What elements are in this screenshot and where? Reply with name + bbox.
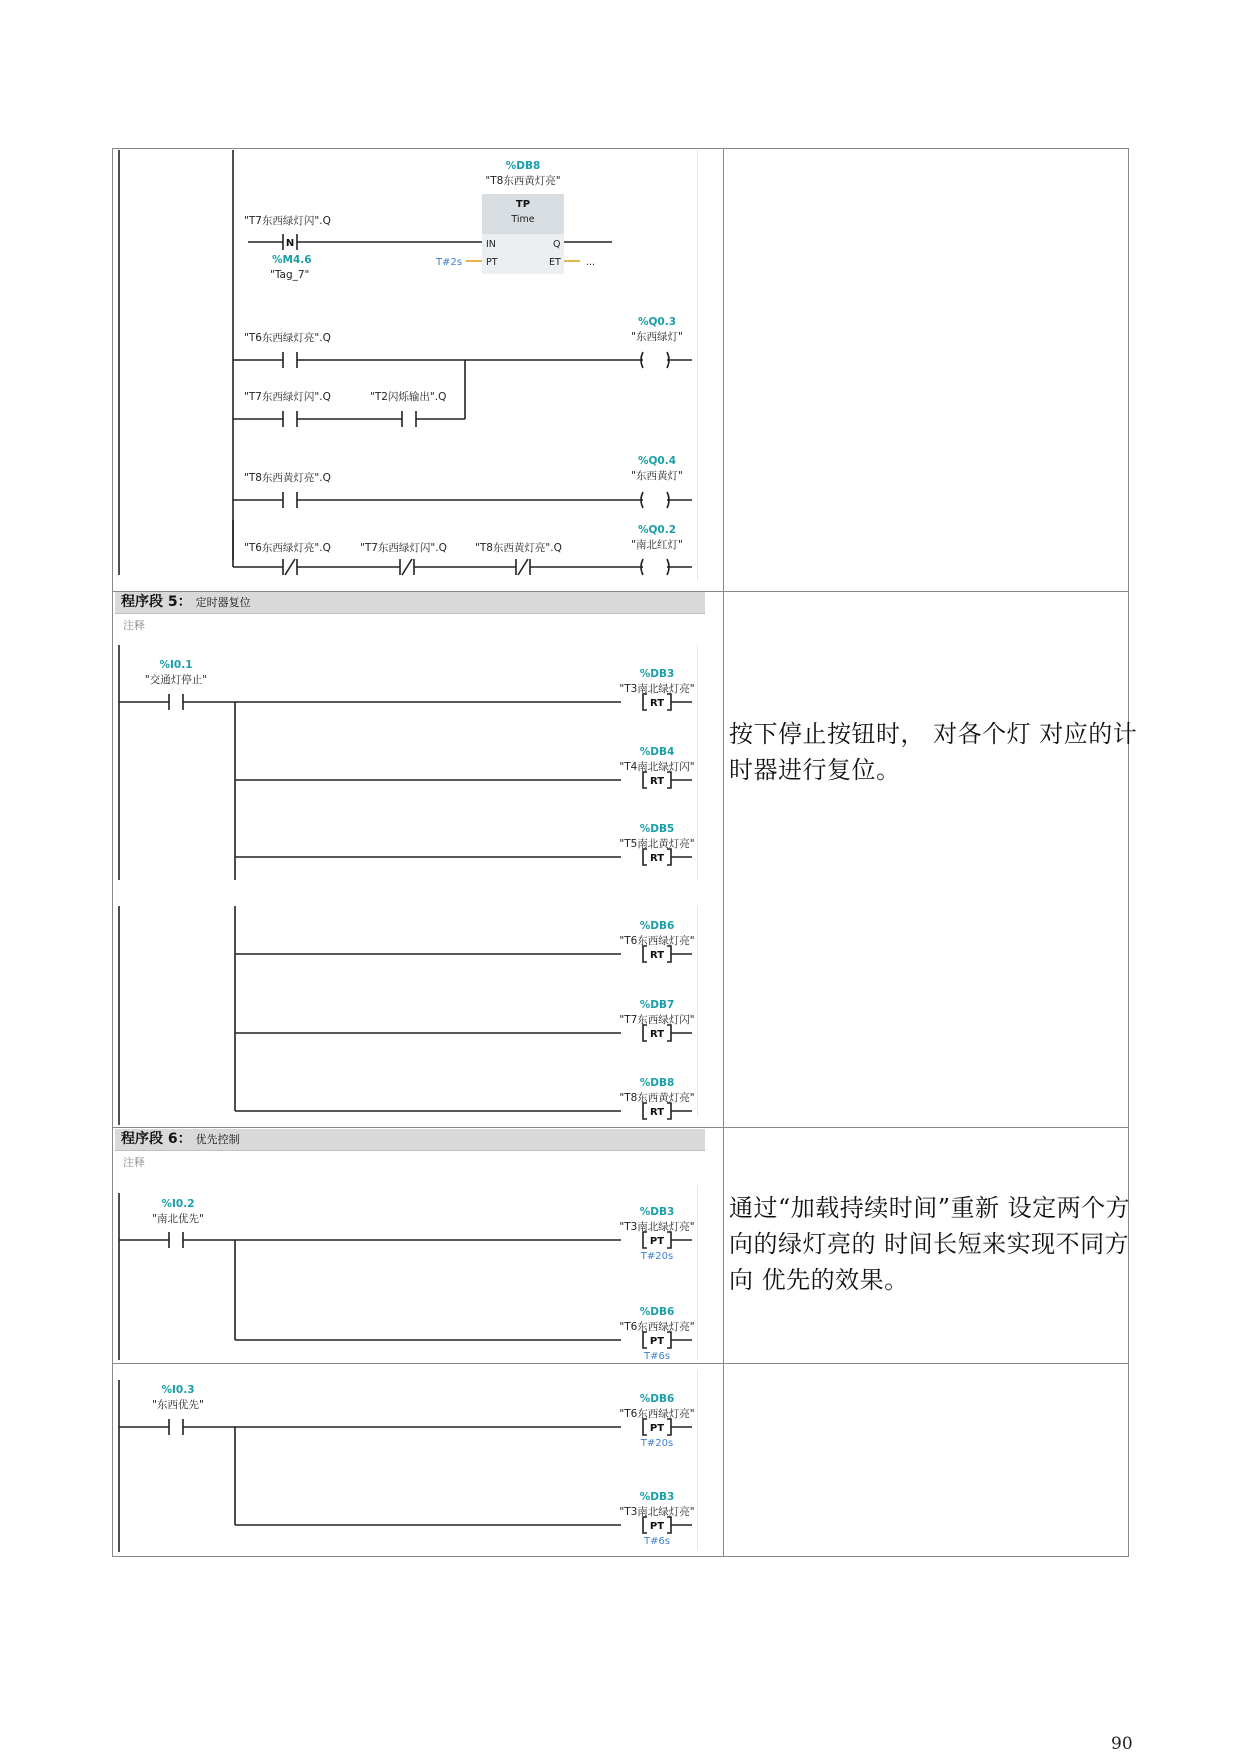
seg5-output-address-3: %DB6 [639, 920, 675, 932]
timer-name: "T8东西黄灯亮" [485, 175, 561, 187]
rung2-output-address: %Q0.3 [637, 316, 677, 328]
seg6-rung1-output-coil-label-1: PT [649, 1336, 665, 1347]
seg6-rung2-output-name-1: "T3南北绿灯亮" [619, 1506, 695, 1518]
seg6-rung2-output-coil-label-1: PT [649, 1521, 665, 1532]
page-number: 90 [1111, 1734, 1133, 1754]
seg5-input-address: %I0.1 [159, 659, 193, 671]
timer-address: %DB8 [505, 160, 541, 172]
seg5-output-name-2: "T5南北黄灯亮" [619, 838, 695, 850]
seg6-rung2-input-name: "东西优先" [152, 1399, 204, 1411]
seg5-output-name-1: "T4南北绿灯闪" [619, 761, 695, 773]
timer-pt-value: T#2s [436, 257, 463, 268]
seg6-rung1-input-address: %I0.2 [161, 1198, 195, 1210]
timer-pin-in: IN [486, 239, 496, 250]
seg6-rung2-output-value-0: T#20s [640, 1438, 674, 1449]
rung4-output-address: %Q0.2 [637, 524, 677, 536]
seg5-output-address-0: %DB3 [639, 668, 675, 680]
edge-tag: "Tag_7" [270, 269, 310, 281]
segment-6-coils [619, 1206, 694, 1547]
rung4-input1-label: "T6东西绿灯亮".Q [244, 542, 331, 554]
seg5-output-coil-label-5: RT [649, 1107, 665, 1118]
rung4-output-name: "南北红灯" [631, 539, 683, 551]
timer-et-value: ... [586, 257, 596, 268]
rung2-output-name: "东西绿灯" [631, 331, 683, 343]
rung1-input-label: "T7东西绿灯闪".Q [244, 215, 331, 227]
segment-6-label: 程序段 6： [121, 1131, 192, 1147]
rung4-input2-label: "T7东西绿灯闪".Q [360, 542, 447, 554]
seg5-output-coil-label-1: RT [649, 776, 665, 787]
segment-5-title: 定时器复位 [195, 596, 251, 609]
seg5-output-name-3: "T6东西绿灯亮" [619, 935, 695, 947]
seg6-rung1-output-value-0: T#20s [640, 1251, 674, 1262]
segment-6-comment: 注释 [123, 1156, 145, 1169]
seg5-output-name-0: "T3南北绿灯亮" [619, 683, 695, 695]
seg5-output-address-5: %DB8 [639, 1077, 675, 1089]
seg5-output-address-2: %DB5 [639, 823, 675, 835]
seg6-rung2-output-address-0: %DB6 [639, 1393, 675, 1405]
seg5-output-coil-label-0: RT [649, 698, 665, 709]
segment-5-description: 按下停止按钮时， 对各个灯 对应的计时器进行复位。 [729, 720, 1138, 784]
rung3-output-name: "东西黄灯" [631, 470, 683, 482]
seg5-input-name: "交通灯停止" [144, 674, 208, 686]
rung3-output-address: %Q0.4 [637, 455, 677, 467]
rung3-input-label: "T8东西黄灯亮".Q [244, 472, 331, 484]
seg6-rung1-output-name-0: "T3南北绿灯亮" [619, 1221, 695, 1233]
rung2-input3-label: "T2闪烁输出".Q [370, 391, 447, 403]
seg6-rung1-output-address-1: %DB6 [639, 1306, 675, 1318]
seg6-rung1-output-address-0: %DB3 [639, 1206, 675, 1218]
rung4-input3-label: "T8东西黄灯亮".Q [475, 542, 562, 554]
segment-5-comment: 注释 [123, 619, 145, 632]
timer-pin-q: Q [553, 239, 561, 250]
segment-6-title: 优先控制 [195, 1133, 240, 1146]
rung2-input1-label: "T6东西绿灯亮".Q [244, 332, 331, 344]
segment-6-description: 通过“加载持续时间”重新 设定两个方向的绿灯亮的 时间长短来实现不同方向 优先的效果。 [729, 1194, 1131, 1294]
seg5-output-address-4: %DB7 [639, 999, 675, 1011]
seg6-rung1-input-name: "南北优先" [152, 1213, 204, 1225]
timer-pin-et: ET [549, 257, 561, 268]
seg5-output-coil-label-4: RT [649, 1029, 665, 1040]
seg6-rung2-output-value-1: T#6s [643, 1536, 671, 1547]
timer-type: TP [515, 199, 531, 210]
seg6-rung2-output-name-0: "T6东西绿灯亮" [619, 1408, 695, 1420]
seg5-output-name-4: "T7东西绿灯闪" [619, 1014, 695, 1026]
seg5-output-coil-label-2: RT [649, 853, 665, 864]
seg6-rung1-output-value-1: T#6s [643, 1351, 671, 1362]
edge-address: %M4.6 [272, 254, 312, 266]
seg6-rung2-output-address-1: %DB3 [639, 1491, 675, 1503]
seg6-rung1-output-name-1: "T6东西绿灯亮" [619, 1321, 695, 1333]
segment-5-label: 程序段 5： [121, 594, 192, 610]
rung2-input2-label: "T7东西绿灯闪".Q [244, 391, 331, 403]
seg6-rung2-output-coil-label-0: PT [649, 1423, 665, 1434]
seg6-rung2-input-address: %I0.3 [161, 1384, 195, 1396]
timer-pin-pt: PT [486, 257, 498, 268]
seg5-output-address-1: %DB4 [639, 746, 675, 758]
seg6-rung1-output-coil-label-0: PT [649, 1236, 665, 1247]
n-contact-label: N [285, 238, 295, 249]
seg5-output-name-5: "T8东西黄灯亮" [619, 1092, 695, 1104]
timer-subtype: Time [511, 214, 535, 225]
segment-5-coils [619, 668, 694, 1119]
seg5-output-coil-label-3: RT [649, 950, 665, 961]
